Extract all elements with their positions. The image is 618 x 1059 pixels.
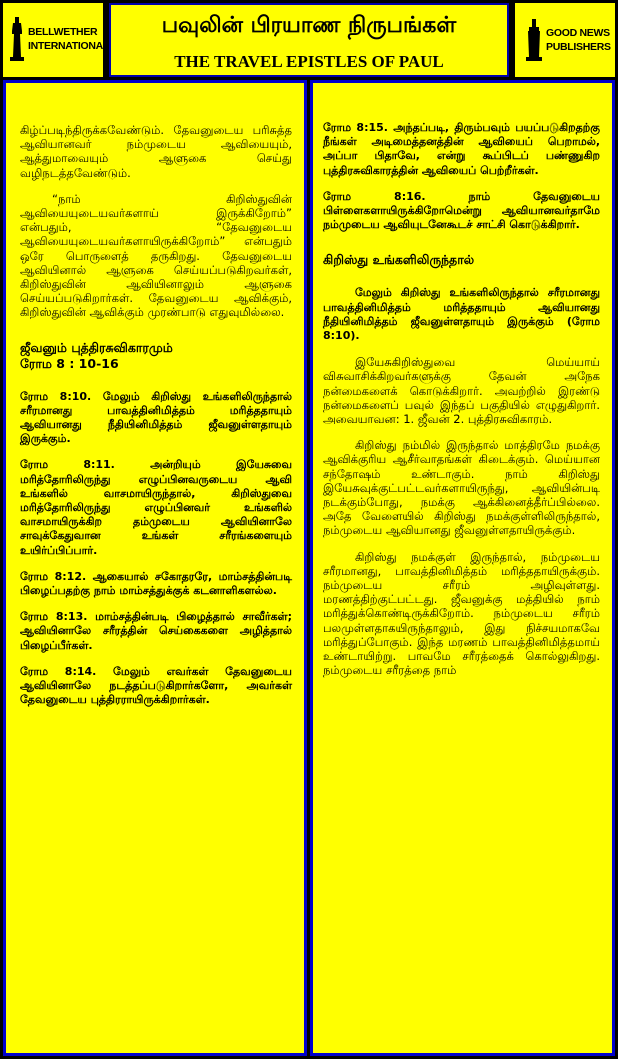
verse-8-15: ரோம 8:15. அந்தப்படி, திரும்பவும் பயப்படுகிறதற்கு நீங்கள் அடிமைத்தனத்தின் ஆவியைப் பெறாமல், அப்பா பிதாவே, என்று கூப்பிடப் பண்ணுகிற புத்திரசுவிகாரத்தின் ஆவியைப் பெற்றீர்கள்.: [323, 121, 600, 177]
bellwether-logo-box: [3, 3, 110, 77]
title-tamil: பவுலின் பிரயாண நிருபங்கள்: [161, 13, 457, 38]
verse-8-16: ரோம 8:16. நாம் தேவனுடைய பிள்ளைகளாயிருக்கிறோமென்று ஆவியானவர்தாமே நம்முடைய ஆவியுடனேகூடச் சாட்சி கொடுக்கிறார்.: [323, 189, 600, 232]
left-logo-line1: BELLWETHER: [28, 26, 98, 38]
left-logo-line2: INTERNATIONAL: [28, 40, 110, 52]
right-column: [310, 80, 615, 1056]
right-logo-line2: PUBLISHERS: [546, 41, 611, 53]
right-paragraph-3: கிறிஸ்து நமக்குள் இருந்தால், நம்முடைய சரீரமானது, பாவத்தினிமித்தம் மரித்ததாயிருக்கும். நம்முடைய சரீரம் அழிவுள்ளது. மரணத்திற்குட்பட்டது. ஜீவனுக்கு மத்தியில் நாம் மரித்துக்கொண்டிருக்கிறோம். நம்முடைய சரீரம் பலமுள்ளதாகயிருந்தாலும், இது நிச்சயமாகவே மரித்துப்போகும். இந்த மரணம் பாவத்தினிமித்தமாய் உண்டாயிற்று. பாவமே சரீரத்தைக் கொல்லுகிறது. நம்முடைய சரீரத்தை நாம்: [323, 549, 600, 678]
section-heading-life: [20, 340, 292, 372]
bellwether-logo: [9, 17, 109, 61]
verse-8-11: ரோம 8:11. அன்றியும் இயேசுவை மரித்தோரிலிருந்து எழுப்பினவருடைய ஆவி உங்களில் வாசமாயிருந்தால், கிறிஸ்துவை மரித்தோரிலிருந்து எழுப்பினவர் உங்களில் வாசமாயிருக்கிற தம்முடைய ஆவியினாலே சாவுக்கேதுவான உங்கள் சரீரங்களையும் உயிர்ப்பிப்பார்.: [20, 458, 292, 557]
good-news-logo-box: [515, 3, 615, 77]
book-tower-icon: [525, 19, 543, 61]
left-paragraph-2: “நாம் கிறிஸ்துவின் ஆவியையுடையவர்களாய் இருக்கிறோம்” என்பதும், “தேவனுடைய ஆவியையுடையவர்களாயிருக்கிறோம்” என்பதும் ஒரே பொருளைத் தருகிறது. தேவனுடைய ஆவியினால் ஆளுகை செய்யப்படுகிறவர்கள், கிறிஸ்துவின் ஆவியினாலும் ஆளுகை செய்யப்படுகிறார்கள். தேவனுடைய ஆவிக்கும், கிறிஸ்துவின் ஆவிக்கும் முரண்பாடு எதுவுமில்லை.: [20, 191, 292, 320]
left-paragraph-1: கிழ்ப்படிந்திருக்கவேண்டும். தேவனுடைய பரிசுத்த ஆவியானவர் நம்முடைய ஆவியையும், ஆத்துமாவையும் ஆளுகை செய்து வழிநடத்தவேண்டும்.: [20, 123, 292, 180]
verse-8-12: ரோம 8:12. ஆகையால் சகோதரரே, மாம்சத்தின்படி பிழைப்பதற்கு நாம் மாம்சத்துக்குக் கடனாளிகளல்ல.: [20, 569, 292, 598]
verse-8-10: ரோம 8:10. மேலும் கிறிஸ்து உங்களிலிருந்தால் சரீரமானது பாவத்தினிமித்தம் மரித்ததாயும் ஆவியானது நீதியினிமித்தம் ஜீவனுள்ளதாயும் இருக்கும்.: [20, 389, 292, 446]
section-heading-line2: ரோம 8 : 10-16: [20, 355, 119, 371]
verse-8-14: ரோம 8:14. மேலும் எவர்கள் தேவனுடைய ஆவியினாலே நடத்தப்படுகிறார்களோ, அவர்கள் தேவனுடைய புத்திரராயிருக்கிறார்கள்.: [20, 664, 292, 707]
section-heading-line1: ஜீவனும் புத்திரசுவிகாரமும்: [20, 339, 173, 355]
title-box: [109, 3, 509, 77]
verse-8-13: ரோம 8:13. மாம்சத்தின்படி பிழைத்தால் சாவீர்கள்; ஆவியினாலே சரீரத்தின் செய்கைகளை அழித்தால் பிழைப்பீர்கள்.: [20, 610, 292, 652]
left-column: [3, 80, 307, 1056]
title-english: THE TRAVEL EPISTLES OF PAUL: [174, 52, 444, 71]
bell-tower-icon: [9, 17, 25, 61]
good-news-logo: [525, 19, 611, 61]
section-heading-christ-in-you: கிறிஸ்து உங்களிலிருந்தால்: [323, 252, 475, 268]
right-logo-line1: GOOD NEWS: [546, 27, 610, 39]
quote-romans-8-10: மேலும் கிறிஸ்து உங்களிலிருந்தால் சரீரமானது பாவத்தினிமித்தம் மரித்ததாயும் ஆவியானது நீதியினிமித்தம் ஜீவனுள்ளதாயும் இருக்கும் (ரோம 8:10).: [323, 286, 600, 343]
right-paragraph-1: இயேசுகிறிஸ்துவை மெய்யாய் விசுவாசிக்கிறவர்களுக்கு தேவன் அநேக நன்மைகளைக் கொடுக்கிறார். அவற்றில் இரண்டு நன்மைகளைப் பவுல் இந்தப் பகுதியில் எழுதுகிறார். அவையாவன: 1. ஜீவன் 2. புத்திரசுவிகாரம்.: [323, 355, 600, 427]
right-paragraph-2: கிறிஸ்து நம்மில் இருந்தால் மாத்திரமே நமக்கு ஆவிக்குரிய ஆசீர்வாதங்கள் கிடைக்கும். மெய்யான சந்தோஷம் உண்டாகும். நாம் கிறிஸ்து இயேசுவுக்குட்பட்டவர்களாயிருந்து, ஆவியின்படி நடக்கும்போது, நமக்கு ஆக்கினைத்தீர்ப்பில்லை. அதே வேளையில் கிறிஸ்து நமக்குள்ளிலிருந்தால், நம்முடைய ஆவியானது ஜீவனுள்ளதாயிருக்கும்.: [323, 438, 600, 538]
